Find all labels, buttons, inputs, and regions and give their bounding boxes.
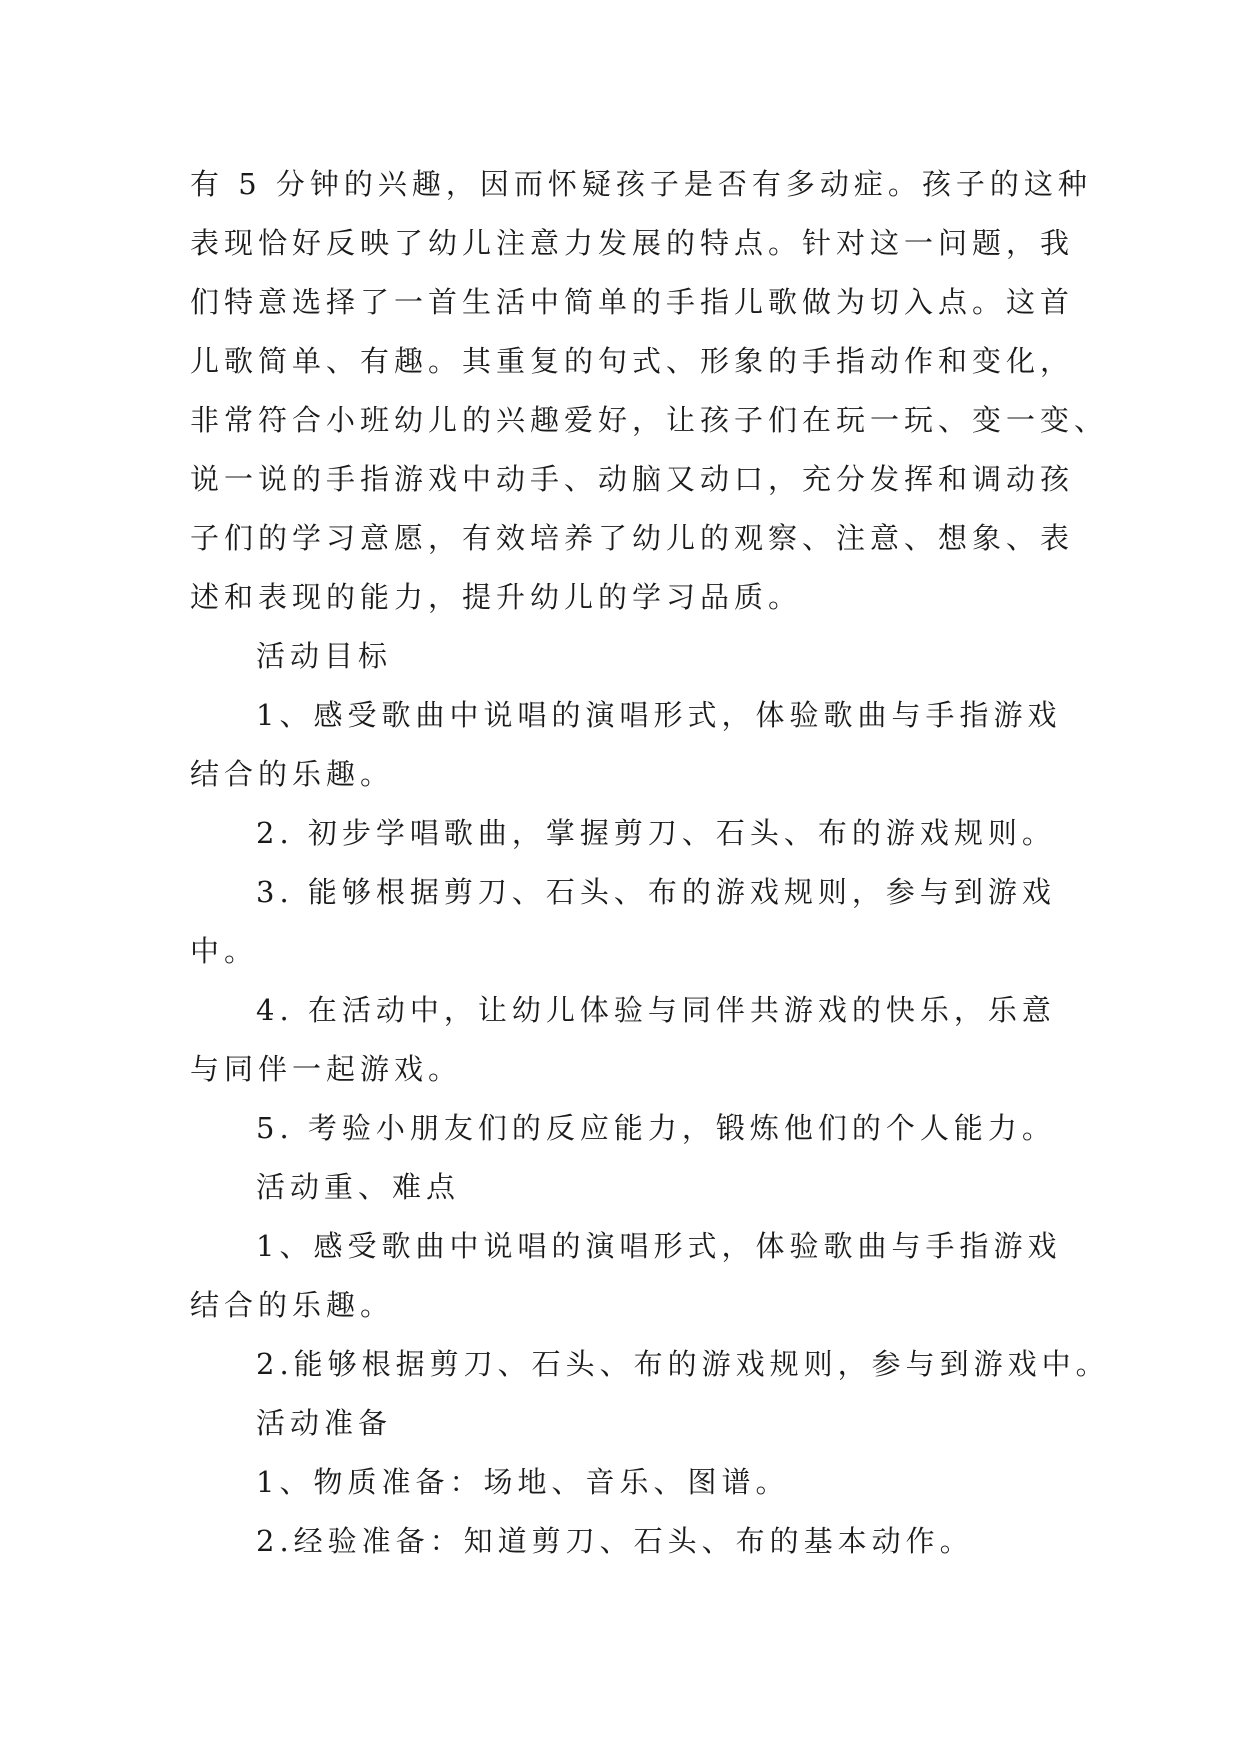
section-heading-goals: 活动目标	[256, 639, 393, 673]
key-point-item-continuation: 结合的乐趣。	[190, 1288, 395, 1322]
preparation-item: 2.经验准备：知道剪刀、石头、布的基本动作。	[256, 1524, 974, 1558]
paragraph-line: 们特意选择了一首生活中简单的手指儿歌做为切入点。这首	[190, 285, 1075, 319]
paragraph-line: 述和表现的能力，提升幼儿的学习品质。	[190, 580, 803, 614]
preparation-item: 1、物质准备：场地、音乐、图谱。	[256, 1465, 790, 1499]
goal-item: 5. 考验小朋友们的反应能力，锻炼他们的个人能力。	[256, 1111, 1056, 1145]
paragraph-line: 表现恰好反映了幼儿注意力发展的特点。针对这一问题，我	[190, 226, 1075, 260]
section-heading-preparation: 活动准备	[256, 1406, 393, 1440]
goal-item-continuation: 中。	[190, 934, 259, 968]
section-heading-key-points: 活动重、难点	[256, 1170, 461, 1204]
paragraph-line: 说一说的手指游戏中动手、动脑又动口，充分发挥和调动孩	[190, 462, 1075, 496]
key-point-item: 2.能够根据剪刀、石头、布的游戏规则，参与到游戏中。	[256, 1347, 1110, 1381]
paragraph-line: 有 5 分钟的兴趣，因而怀疑孩子是否有多动症。孩子的这种	[190, 167, 1092, 201]
key-point-item: 1、感受歌曲中说唱的演唱形式，体验歌曲与手指游戏	[256, 1229, 1062, 1263]
goal-item-continuation: 与同伴一起游戏。	[190, 1052, 463, 1086]
goal-item: 1、感受歌曲中说唱的演唱形式，体验歌曲与手指游戏	[256, 698, 1062, 732]
goal-item: 4. 在活动中，让幼儿体验与同伴共游戏的快乐，乐意	[256, 993, 1056, 1027]
goal-item: 3. 能够根据剪刀、石头、布的游戏规则，参与到游戏	[256, 875, 1056, 909]
goal-item-continuation: 结合的乐趣。	[190, 757, 395, 791]
paragraph-line: 儿歌简单、有趣。其重复的句式、形象的手指动作和变化，	[190, 344, 1075, 378]
paragraph-line: 非常符合小班幼儿的兴趣爱好，让孩子们在玩一玩、变一变、	[190, 403, 1109, 437]
goal-item: 2. 初步学唱歌曲，掌握剪刀、石头、布的游戏规则。	[256, 816, 1056, 850]
paragraph-line: 子们的学习意愿，有效培养了幼儿的观察、注意、想象、表	[190, 521, 1075, 555]
